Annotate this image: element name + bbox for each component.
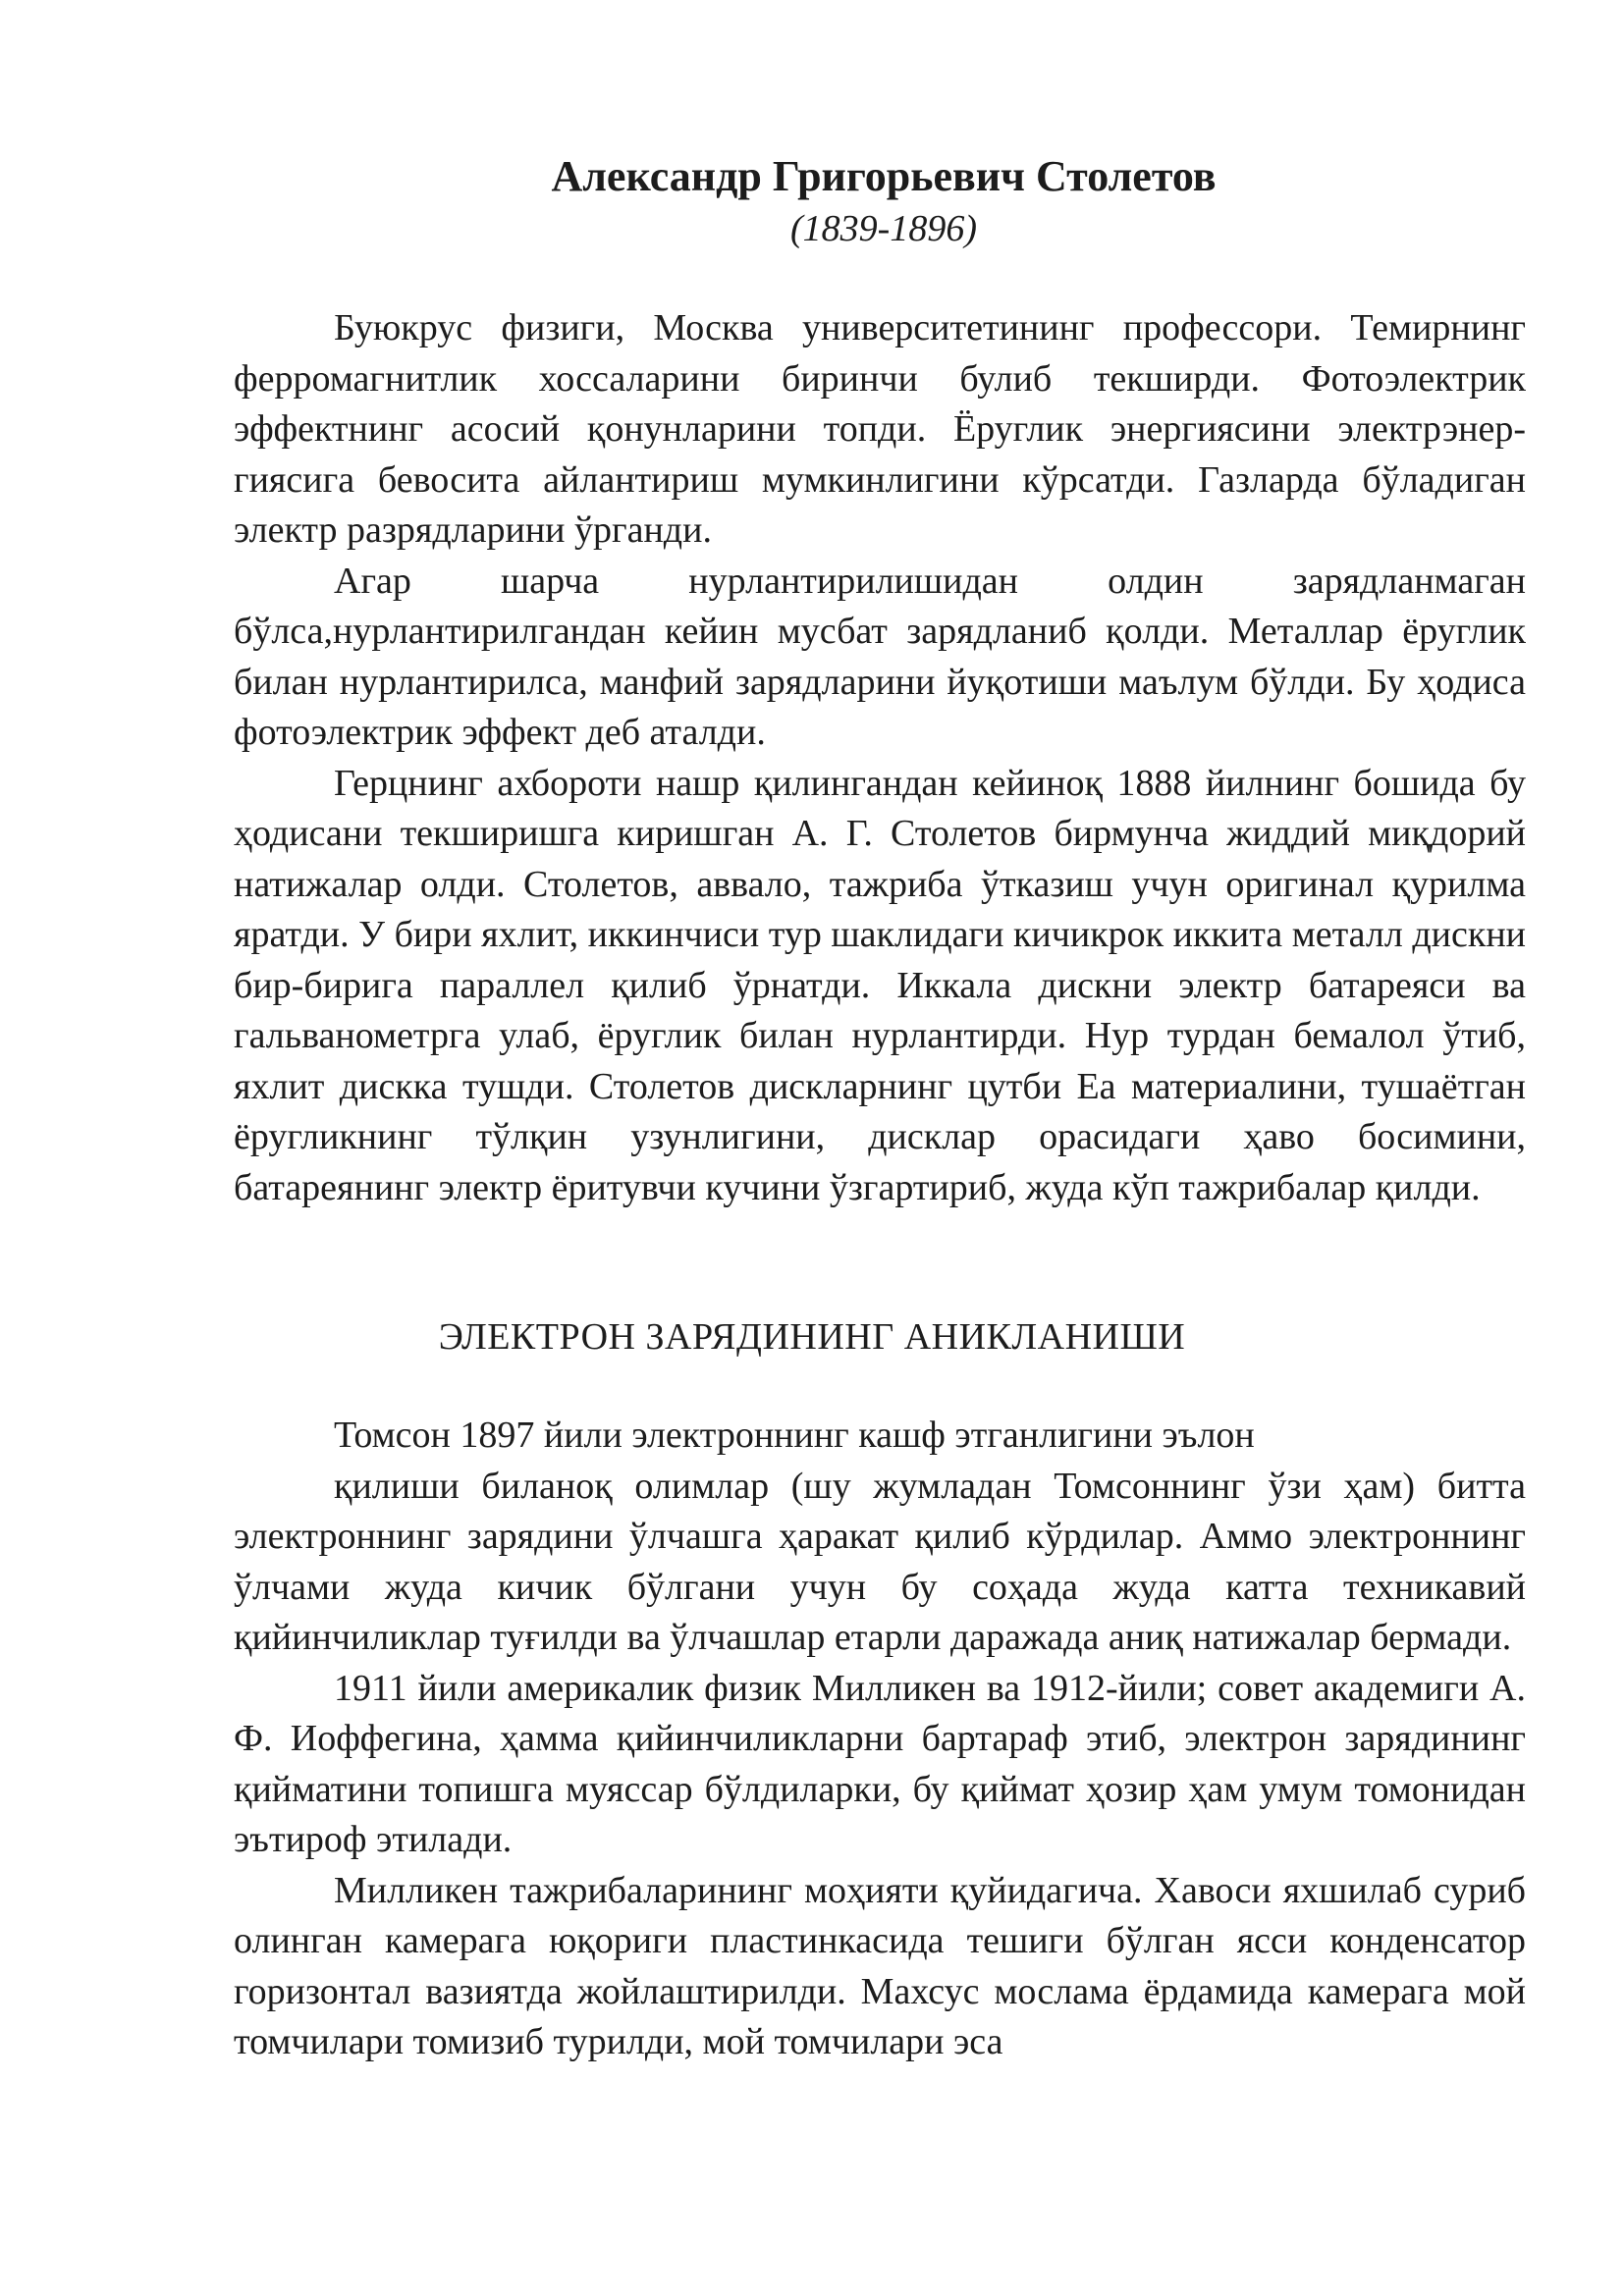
paragraph: Агар шарча нурлантирилишидан олдин зарядланмаган бўлса,нурлантирилгандан кейин мусбат зарядланиб қолди. Металлар ёруглик билан нурлантирилса, манфий зарядларини йуқотиши маълум бўлди. Бу ҳодиса фотоэлектрик эффект деб аталди. [234,560,1526,753]
section-heading: ЭЛЕКТРОН ЗАРЯДИНИНГ АНИКЛАНИШИ [438,1316,1186,1358]
paragraph: 1911 йили америкалик физик Милликен ва 1912-йили; совет академиги А. Ф. Иоффегина, ҳамма қийинчиликларни бартараф этиб, электрон зарядининг қийматини топишга муяссар бўлдиларки, бу қиймат ҳозир ҳам умум томонидан эътироф этилади. [234,1667,1526,1860]
page-title: Александр Григорьевич Столетов [551,152,1217,200]
paragraph: Герцнинг ахбороти нашр қилингандан кейиноқ 1888 йилнинг бошида бу ҳодисани текширишга киришган А. Г. Столетов бирмунча жиддий миқдорий натижалар олди. Столетов, аввало, тажриба ўтказиш учун оригинал қурилма яратди. У бири яхлит, иккинчиси тур шаклидаги кичикрок иккита металл дискни бир-бирига параллел қилиб ўрнатди. Иккала дискни электр батареяси ва гальванометрга улаб, ёруглик билан нурлантирди. Нур турдан бемалол ўтиб, яхлит дискка тушди. Столетов дискларнинг цутби Еа материалини, тушаётган ёругликнинг тўлқин узунлигини, дисклар орасидаги ҳаво босимини, батареянинг электр ёритувчи кучини ўзгартириб, жуда кўп тажрибалар қилди. [234,762,1526,1208]
paragraph: қилиши биланоқ олимлар (шу жумладан Томсоннинг ўзи ҳам) битта электроннинг зарядини ўлчашга ҳаракат қилиб кўрдилар. Аммо электроннинг ўлчами жуда кичик бўлгани учун бу соҳада жуда катта техникавий қийинчиликлар туғилди ва ўлчашлар етарли даражада аниқ натижалар бермади. [234,1465,1526,1658]
paragraph: Милликен тажрибаларининг моҳияти қуйидагича. Хавоси яхшилаб суриб олинган камерага юқориги пластинкасида тешиги бўлган ясси конденсатор горизонтал вазиятда жойлаштирилди. Махсус мослама ёрдамида камерага мой томчилари томизиб турилди, мой томчилари эса [234,1869,1526,2062]
life-dates: (1839-1896) [790,208,977,249]
paragraph: Томсон 1897 йили электроннинг кашф этганлигини эълон [334,1415,1255,1456]
title-block [196,149,1571,253]
section-text [234,1411,1526,2068]
paragraph: Буюкрус физиги, Москва университетининг профессори. Темирнинг ферромагнитлик хоссаларини биринчи булиб текширди. Фотоэлектрик эффектнинг асосий қонунларини топди. Ёруглик энергиясини электрэнер-гиясига бевосита айлантириш мумкинлигини кўрсатди. Газларда бўладиган электр разрядларини ўрганди. [234,307,1526,551]
biography-text [234,303,1526,1213]
